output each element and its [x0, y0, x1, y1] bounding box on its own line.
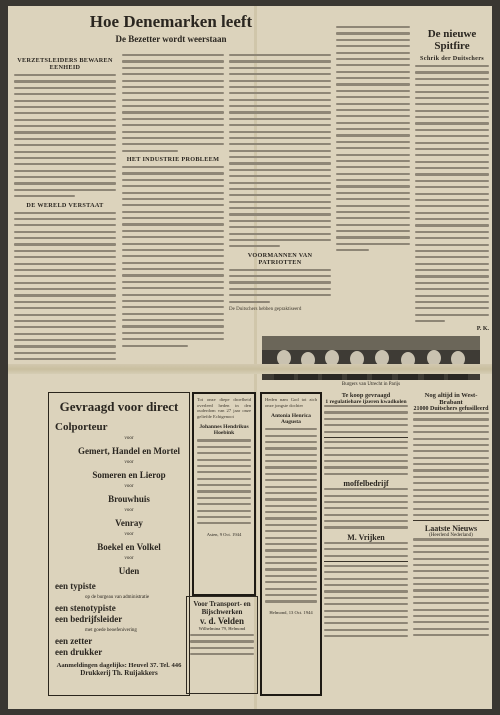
job-drukker: een drukker: [55, 647, 103, 657]
transport-ad: [186, 596, 258, 694]
newspaper-page: [8, 6, 492, 709]
place-someren: Someren en Lierop: [92, 470, 166, 480]
article-column-3: [229, 54, 331, 359]
small-ad-2-title: moffelbedrijf: [343, 479, 389, 489]
article-closing: De Duitschers hebben gepraktiseerd: [229, 306, 302, 312]
article-column-2: [122, 54, 224, 359]
horizontal-fold: [8, 364, 492, 374]
job-typiste-note: op de burgeau van administratie: [85, 595, 150, 600]
obituary-2-name: Antonia Henrica Augusta: [271, 413, 311, 426]
job-bedrijfsleider-note: met goede beoefenivering: [85, 628, 137, 633]
job-ad-extra: [55, 581, 189, 658]
place-label: voor: [124, 436, 134, 441]
section-heading-1: VERZETSLEIDERS BEWAREN EENHEID: [17, 57, 113, 71]
main-headline: Hoe Denemarken leeft: [89, 12, 253, 31]
place-label: voor: [124, 532, 134, 537]
spitfire-signature: P. K.: [476, 326, 489, 333]
small-ad-1-title: Te koop gevraagd: [341, 392, 391, 399]
place-brouwhuis: Brouwhuis: [108, 494, 150, 504]
photo-caption: Burgers van Utrecht in Parijs: [341, 382, 401, 387]
place-uden: Uden: [118, 566, 140, 576]
obituary-1-name: Johannes Hendrikus Hoebink: [199, 424, 249, 437]
place-label: voor: [124, 460, 134, 465]
article-column-4: [336, 26, 410, 276]
latest-news-title: Laatste Nieuws: [424, 524, 478, 534]
spitfire-subtitle: Schrik der Duitschers: [420, 55, 484, 62]
obituary-2-heading: Heden nam God tot zich onze jongste dochter: [265, 397, 317, 408]
section-heading-4: VOORMANNEN VAN PATRIOTTEN: [247, 251, 313, 266]
spitfire-article: [415, 28, 489, 333]
transport-ad-address: Wilhelmina 79, Helmond: [198, 626, 246, 631]
obituary-1-date: Asten, 9 Oct. 1944: [206, 531, 242, 537]
job-bedrijfsleider: een bedrijfsleider: [55, 614, 123, 624]
job-stenotypiste: een stenotypiste: [55, 603, 116, 613]
place-venray: Venray: [115, 518, 143, 528]
place-label: voor: [124, 484, 134, 489]
article-column-1: [14, 54, 116, 359]
obituary-1-text: Tot onze diepe droefheid overleed heden in den ouderdom van 27 jaar onze geliefde Echtgenoot: [197, 397, 251, 419]
west-brabant-sub: 21000 Duitschers gefusilleerd: [413, 406, 489, 412]
place-gemert: Gemert, Handel en Mortel: [78, 446, 180, 456]
obituary-1: [192, 392, 256, 596]
job-ad-places: [69, 433, 189, 577]
place-label: voor: [124, 508, 134, 513]
section-heading-2: DE WERELD VERSTAAT: [26, 201, 104, 209]
job-ad-footer: Aanmeldingen dagelijks: Heuvel 37. Tel. 446: [56, 662, 182, 669]
small-ads: [324, 392, 408, 692]
obituary-2: [260, 392, 322, 696]
job-zetter: een zetter: [55, 636, 93, 646]
spitfire-title: De nieuwe Spitfire: [427, 28, 477, 52]
job-ad-role: Colporteur: [55, 421, 108, 433]
obituary-2-date: Helmond, 13 Oct. 1944: [269, 609, 313, 615]
job-typiste: een typiste: [55, 581, 96, 591]
west-brabant-title: Nog altijd in West-Brabant: [424, 392, 478, 406]
transport-ad-firm: v. d. Velden: [199, 616, 245, 626]
latest-news-sub: (Heerlend Nederland): [429, 533, 473, 539]
job-ad: [48, 392, 190, 696]
main-subheadline: De Bezetter wordt weerstaan: [115, 34, 227, 44]
small-ad-3-title: M. Vrijken: [347, 532, 385, 542]
job-ad-printer: Drukkerij Th. Ruijakkers: [80, 669, 158, 677]
transport-ad-title: Voor Transport- en Bijschwerken: [193, 600, 251, 616]
small-ad-1-sub: 1 regulatiehare ijzeren kwadkolen: [325, 399, 407, 405]
place-label: voor: [124, 556, 134, 561]
job-ad-title: Gevraagd voor direct: [59, 399, 179, 414]
place-boekel: Boekel en Volkel: [97, 542, 161, 552]
section-heading-3: HET INDUSTRIE PROBLEEM: [126, 156, 220, 163]
far-right-column: [413, 392, 489, 692]
